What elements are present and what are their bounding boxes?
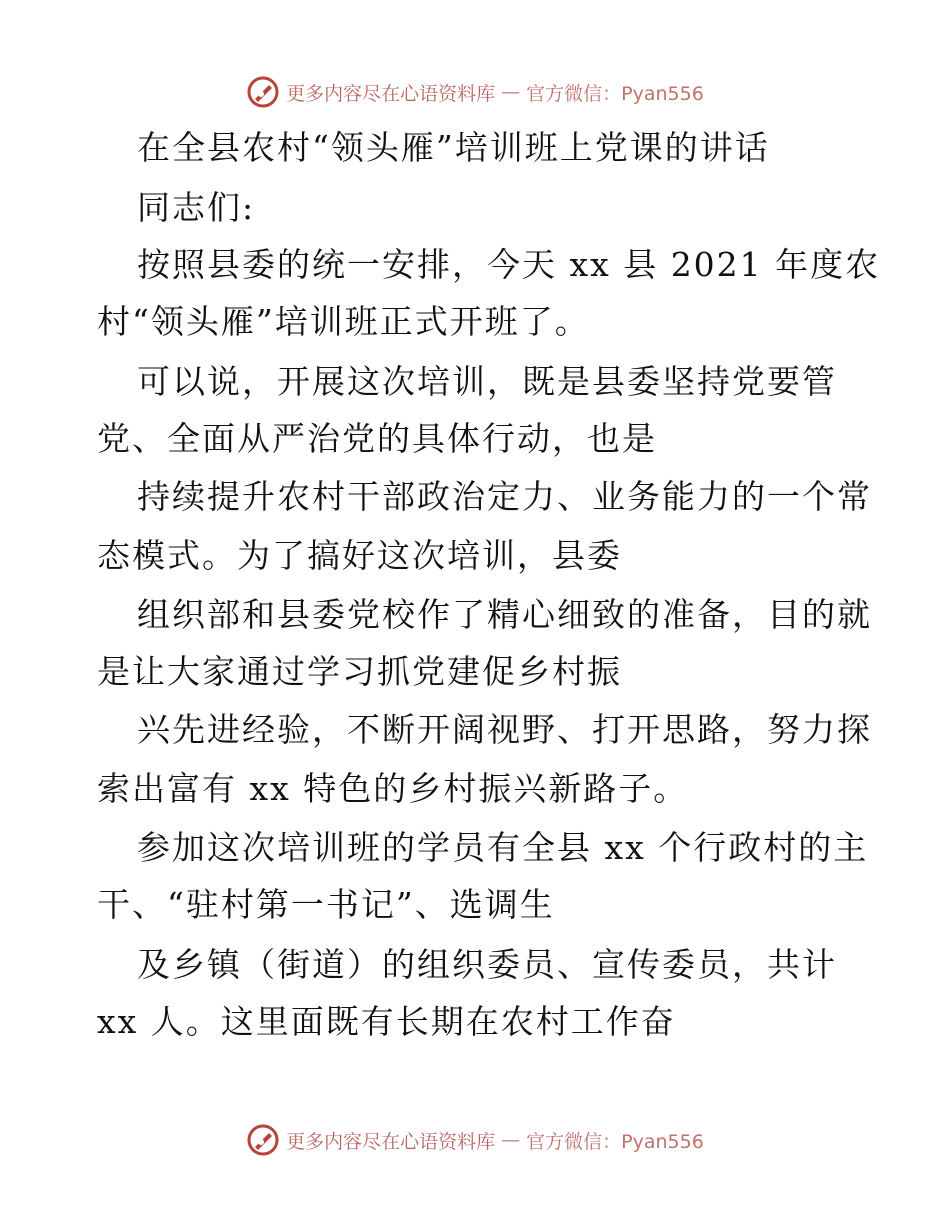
watermark-separator: —: [501, 1129, 521, 1151]
paragraph-line: 村“领头雁”培训班正式开班了。: [97, 302, 590, 341]
paragraph-line: 可以说，开展这次培训，既是县委坚持党要管: [137, 362, 837, 401]
pen-swirl-logo-icon: [246, 1123, 280, 1157]
paragraph-line: 态模式。为了搞好这次培训，县委: [97, 536, 622, 575]
paragraph-line: 参加这次培训班的学员有全县 xx 个行政村的主: [137, 828, 869, 867]
paragraph-line: 干、“驻村第一书记”、选调生: [97, 885, 555, 924]
paragraph-line: 党、全面从严治党的具体行动，也是: [97, 419, 657, 458]
paragraph-line: 持续提升农村干部政治定力、业务能力的一个常: [137, 477, 872, 516]
watermark-text: 更多内容尽在心语资料库: [286, 82, 496, 105]
watermark-contact: 官方微信：Pyan556: [526, 1130, 704, 1153]
paragraph-line: 按照县委的统一安排，今天 xx 县 2021 年度农: [137, 245, 881, 284]
paragraph-line: xx 人。这里面既有长期在农村工作奋: [97, 1002, 676, 1041]
paragraph-line: 兴先进经验，不断开阔视野、打开思路，努力探: [137, 710, 872, 749]
watermark-text: 更多内容尽在心语资料库: [286, 1130, 496, 1153]
paragraph-line: 索出富有 xx 特色的乡村振兴新路子。: [97, 769, 689, 808]
footer-watermark: [0, 1120, 950, 1160]
salutation: 同志们:: [137, 188, 256, 227]
watermark-contact: 官方微信：Pyan556: [526, 82, 704, 105]
paragraph-line: 组织部和县委党校作了精心细致的准备，目的就: [137, 595, 872, 634]
paragraph-line: 及乡镇（街道）的组织委员、宣传委员，共计: [137, 945, 837, 984]
paragraph-line: 是让大家通过学习抓党建促乡村振: [97, 652, 622, 691]
watermark-separator: —: [501, 81, 521, 103]
document-title: 在全县农村“领头雁”培训班上党课的讲话: [137, 128, 770, 167]
